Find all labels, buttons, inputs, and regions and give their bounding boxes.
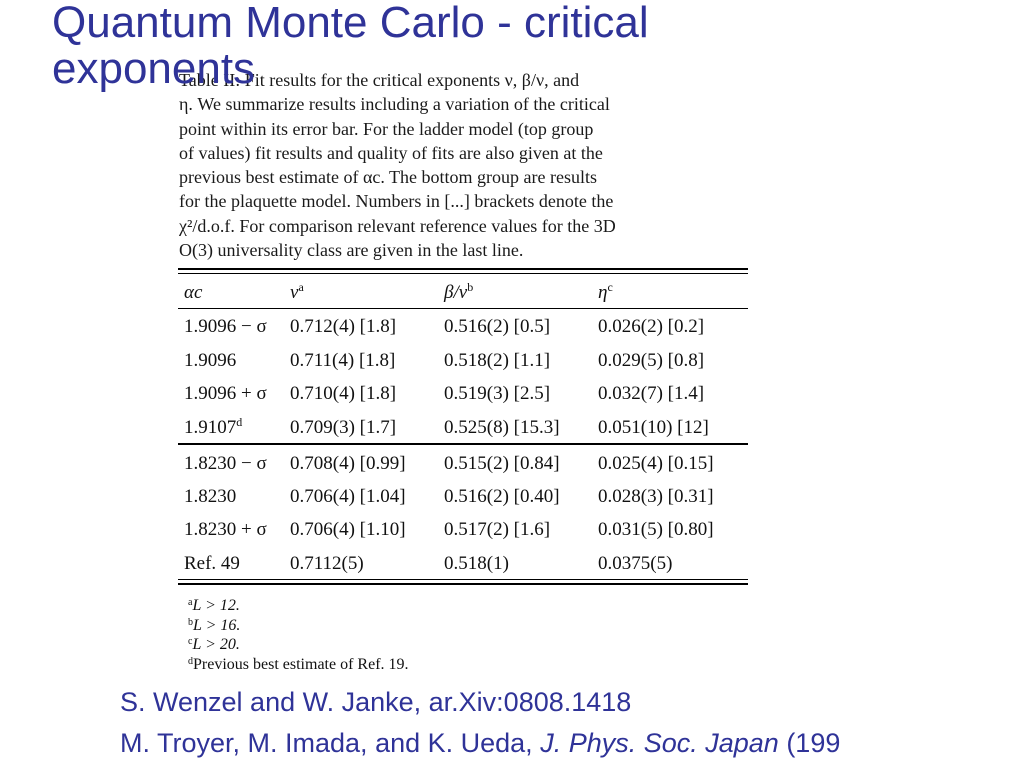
caption-line: point within its error bar. For the ladder model (top group: [179, 118, 594, 139]
cell-eta: 0.026(2) [0.2]: [598, 316, 705, 337]
cell-beta-nu: 0.516(2) [0.5]: [444, 316, 551, 337]
cell-alpha-c: Ref. 49: [184, 553, 240, 574]
table-row: [180, 379, 748, 409]
table-caption: [179, 68, 749, 262]
caption-line: of values) fit results and quality of fits are also given at the: [179, 142, 603, 163]
cell-nu: 0.706(4) [1.10]: [290, 519, 406, 540]
table-row: [180, 482, 748, 512]
reference-troyer-imada-ueda: M. Troyer, M. Imada, and K. Ueda, J. Phys. Soc. Japan (199: [120, 728, 841, 758]
cell-eta: 0.029(5) [0.8]: [598, 350, 705, 371]
header-eta: $\eta^c$: [598, 280, 613, 303]
cell-beta-nu: 0.518(1): [444, 553, 509, 574]
cell-beta-nu: 0.518(2) [1.1]: [444, 350, 551, 371]
header-nu: $\nu^a$: [290, 280, 304, 303]
table-top-rule: [178, 268, 748, 270]
footnote: $^b$L > 16.: [188, 616, 241, 634]
cell-nu: 0.711(4) [1.8]: [290, 350, 396, 371]
cell-beta-nu: 0.515(2) [0.84]: [444, 453, 560, 474]
group-divider-rule: [178, 443, 748, 445]
table-row: [180, 515, 748, 545]
caption-line: Table II: Fit results for the critical exponents ν, β/ν, and: [179, 70, 580, 90]
cell-alpha-c: 1.9107$^d$: [184, 415, 243, 438]
caption-line: previous best estimate of αc. The bottom group are results: [179, 167, 597, 188]
cell-eta: 0.031(5) [0.80]: [598, 519, 714, 540]
cell-alpha-c: 1.8230 − σ: [184, 453, 267, 474]
cell-beta-nu: 0.525(8) [15.3]: [444, 417, 560, 438]
cell-nu: 0.708(4) [0.99]: [290, 453, 406, 474]
cell-nu: 0.709(3) [1.7]: [290, 417, 397, 438]
header-alpha-c: αc: [184, 282, 203, 303]
caption-line: η. We summarize results including a variation of the critical: [179, 94, 610, 115]
header-rule: [178, 308, 748, 309]
cell-eta: 0.032(7) [1.4]: [598, 383, 705, 404]
table-top-rule-2: [178, 273, 748, 274]
table-row: [180, 346, 748, 376]
footnote: $^d$Previous best estimate of Ref. 19.: [188, 655, 409, 673]
footnote: $^a$L > 12.: [188, 597, 240, 614]
table-row: [180, 312, 748, 342]
table-row-reference: [180, 549, 748, 579]
cell-eta: 0.025(4) [0.15]: [598, 453, 714, 474]
cell-alpha-c: 1.8230 + σ: [184, 519, 267, 540]
table-bottom-rule-2: [178, 583, 748, 585]
cell-eta: 0.028(3) [0.31]: [598, 486, 714, 507]
caption-line: χ²/d.o.f. For comparison relevant reference values for the 3D: [179, 215, 616, 236]
cell-eta: 0.051(10) [12]: [598, 417, 709, 438]
references: [120, 682, 1024, 764]
caption-line: for the plaquette model. Numbers in [...] brackets denote the: [179, 191, 614, 212]
cell-beta-nu: 0.516(2) [0.40]: [444, 486, 560, 507]
cell-beta-nu: 0.517(2) [1.6]: [444, 519, 551, 540]
header-beta-nu: $\beta/\nu^b$: [444, 280, 474, 303]
cell-eta: 0.0375(5): [598, 553, 673, 574]
footnote: $^c$L > 20.: [188, 636, 240, 653]
cell-alpha-c: 1.9096 + σ: [184, 383, 267, 404]
cell-nu: 0.712(4) [1.8]: [290, 316, 397, 337]
cell-nu: 0.710(4) [1.8]: [290, 383, 397, 404]
cell-beta-nu: 0.519(3) [2.5]: [444, 383, 551, 404]
cell-alpha-c: 1.8230: [184, 486, 237, 507]
cell-nu: 0.706(4) [1.04]: [290, 486, 406, 507]
table-bottom-rule: [178, 579, 748, 580]
reference-wenzel-janke: S. Wenzel and W. Janke, ar.Xiv:0808.1418: [120, 687, 632, 717]
table-footnotes: [188, 596, 588, 674]
caption-line: O(3) universality class are given in the last line.: [179, 240, 524, 261]
cell-alpha-c: 1.9096: [184, 350, 237, 371]
slide-title: Quantum Monte Carlo - critical exponents: [52, 0, 649, 93]
cell-nu: 0.7112(5): [290, 553, 364, 574]
table-row: [180, 413, 748, 443]
table-header-row: [180, 278, 748, 308]
table-row: [180, 449, 748, 479]
cell-alpha-c: 1.9096 − σ: [184, 316, 267, 337]
